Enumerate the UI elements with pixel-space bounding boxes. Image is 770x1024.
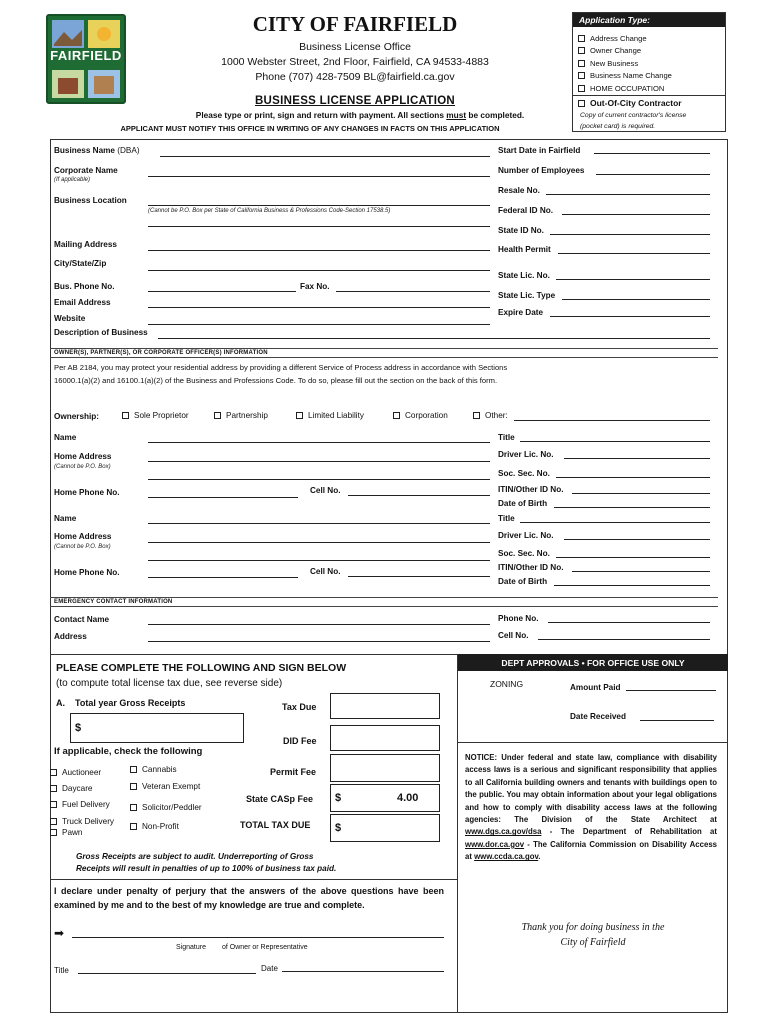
date-label: Date — [261, 964, 278, 973]
application-type-title: Application Type: — [573, 13, 725, 27]
ownership-other-field[interactable] — [514, 420, 710, 421]
app-type-label: Address Change — [590, 34, 647, 43]
app-type-label: New Business — [590, 58, 639, 68]
fee-options-left — [50, 765, 114, 838]
fee-option-label: Auctioneer — [62, 768, 102, 777]
item-a-letter: A. — [56, 698, 65, 708]
title-field[interactable] — [78, 973, 256, 974]
option-fuel-delivery[interactable] — [50, 797, 114, 813]
owner2-ssn-label: Soc. Sec. No. — [498, 549, 550, 558]
owner1-ssn-field[interactable] — [556, 477, 710, 478]
email-field[interactable] — [148, 307, 490, 308]
federal-id-label: Federal ID No. — [498, 206, 554, 215]
owner1-home-address-field[interactable] — [148, 461, 490, 462]
emergency-address-field[interactable] — [148, 641, 490, 642]
emergency-section-header: EMERGENCY CONTACT INFORMATION — [50, 597, 718, 607]
owner1-dob-field[interactable] — [554, 507, 710, 508]
owner1-name-label: Name — [54, 433, 77, 442]
title-label: Title — [54, 966, 69, 975]
app-type-home-occupation[interactable] — [578, 83, 724, 95]
state-lic-label: State Lic. No. — [498, 271, 550, 280]
ownership-sole-proprietor[interactable] — [122, 411, 189, 420]
owner2-cell-label: Cell No. — [310, 567, 341, 576]
emergency-cell-field[interactable] — [538, 639, 710, 640]
owner1-dob-label: Date of Birth — [498, 499, 548, 508]
start-date-label: Start Date in Fairfield — [498, 146, 581, 155]
fee-option-label: Veteran Exempt — [142, 782, 201, 791]
instructions-must: must — [446, 110, 467, 120]
emergency-cell-label: Cell No. — [498, 631, 529, 640]
emergency-contact-name-field[interactable] — [148, 624, 490, 625]
checkbox-icon[interactable] — [122, 412, 129, 419]
check-heading: If applicable, check the following — [54, 746, 203, 757]
owner1-home-address-label: Home Address — [54, 452, 112, 461]
state-lic-type-label: State Lic. Type — [498, 291, 556, 300]
audit-note-1: Gross Receipts are subject to audit. Underreporting of Gross — [76, 852, 314, 861]
resale-field[interactable] — [546, 194, 710, 195]
owner2-ssn-field[interactable] — [556, 557, 710, 558]
owner2-home-phone-field[interactable] — [148, 577, 298, 578]
business-phone-field[interactable] — [148, 291, 296, 292]
business-name-label-text: Business Name — [54, 146, 115, 155]
owner1-itin-field[interactable] — [572, 493, 710, 494]
owner2-home-address-field-2[interactable] — [148, 560, 490, 561]
fee-option-label: Daycare — [62, 784, 93, 793]
checkbox-icon[interactable] — [50, 801, 57, 808]
app-type-label: Owner Change — [590, 46, 642, 56]
option-cannabis[interactable] — [130, 765, 202, 782]
owner2-name-label: Name — [54, 514, 77, 523]
option-non-profit[interactable] — [130, 822, 202, 831]
fee-option-label: Solicitor/Peddler — [142, 803, 202, 812]
description-label: Description of Business — [54, 328, 148, 337]
tax-subheading: (to compute total license tax due, see reverse side) — [56, 678, 283, 689]
emergency-phone-field[interactable] — [548, 622, 710, 623]
app-type-label: HOME OCCUPATION — [590, 83, 665, 93]
business-name-dba: (DBA) — [114, 146, 140, 155]
owner1-home-phone-field[interactable] — [148, 497, 298, 498]
owner1-home-phone-label: Home Phone No. — [54, 488, 120, 497]
signature-field[interactable] — [72, 937, 444, 938]
website-field[interactable] — [148, 324, 490, 325]
app-type-label: Out-Of-City Contractor — [590, 98, 682, 108]
date-received-label: Date Received — [570, 712, 626, 721]
corporate-if-applicable: (If applicable) — [54, 177, 91, 183]
owner2-itin-label: ITIN/Other ID No. — [498, 563, 564, 572]
contractor-divider — [573, 95, 725, 96]
business-location-field[interactable] — [148, 205, 490, 206]
city-logo-text: FAIRFIELD — [50, 48, 122, 63]
checkbox-icon[interactable] — [50, 769, 57, 776]
employees-label: Number of Employees — [498, 166, 585, 175]
ownership-option-label: Sole Proprietor — [134, 411, 189, 420]
expire-date-label: Expire Date — [498, 308, 544, 317]
owner1-driver-label: Driver Lic. No. — [498, 450, 554, 459]
app-type-new-business[interactable] — [578, 58, 724, 70]
business-location-field-2[interactable] — [148, 226, 490, 227]
gross-receipts-dollar: $ — [75, 722, 82, 734]
fee-option-label: Cannabis — [142, 765, 177, 774]
ab2184-notice-line2: 16000.1(a)(2) and 16100.1(a)(2) of the Business and Professions Code. To do so, please fill out the section on the back of this form. — [54, 376, 498, 385]
app-type-label: Business Name Change — [590, 71, 672, 81]
checkbox-icon[interactable] — [130, 804, 137, 811]
health-permit-label: Health Permit — [498, 245, 551, 254]
tax-due-input[interactable] — [330, 693, 440, 719]
ownership-limited-liability[interactable] — [296, 411, 364, 420]
owner2-home-address-label: Home Address — [54, 532, 112, 541]
owner2-dob-field[interactable] — [554, 585, 710, 586]
notice-body: Under federal and state law, compliance with disability access laws is a serious and significant responsibility that applies to all California building owners and tenants with buildings open to the public. You may obtain information about your legal obligations and how to comply with disability access laws at the following agencies: The Division of the State Architect at — [465, 753, 717, 825]
amount-paid-label: Amount Paid — [570, 683, 621, 692]
office-use-header: DEPT APPROVALS • FOR OFFICE USE ONLY — [458, 654, 728, 671]
business-location-label: Business Location — [54, 196, 127, 205]
business-name-field[interactable] — [160, 156, 490, 157]
office-use-divider — [458, 742, 728, 743]
owner1-title-field[interactable] — [520, 441, 710, 442]
ownership-other[interactable] — [473, 411, 508, 420]
amount-paid-field[interactable] — [626, 690, 716, 691]
checkbox-icon[interactable] — [214, 412, 221, 419]
state-lic-field[interactable] — [556, 279, 710, 280]
declaration-text: I declare under penalty of perjury that the answers of the above questions have been examined by me and to the best of my knowledge are true and complete. — [54, 886, 444, 910]
state-id-field[interactable] — [550, 234, 710, 235]
corporate-name-field[interactable] — [148, 176, 490, 177]
option-veteran-exempt[interactable] — [130, 782, 202, 801]
checkbox-icon[interactable] — [578, 85, 585, 92]
owner2-cell-field[interactable] — [348, 576, 490, 577]
instructions-text: Please type or print, sign and return with payment. All sections — [195, 110, 447, 120]
contractor-note-1: Copy of current contractor's license — [580, 112, 687, 119]
owner2-driver-label: Driver Lic. No. — [498, 531, 554, 540]
permit-fee-input[interactable] — [330, 754, 440, 782]
owner2-title-label: Title — [498, 514, 515, 523]
checkbox-icon[interactable] — [296, 412, 303, 419]
owner1-no-po-box: (Cannot be P.O. Box) — [54, 464, 111, 470]
ownership-option-label: Limited Liability — [308, 411, 364, 420]
checkbox-icon[interactable] — [130, 783, 137, 790]
business-phone-label: Bus. Phone No. — [54, 282, 115, 291]
ownership-corporation[interactable] — [393, 411, 448, 420]
total-tax-dollar: $ — [335, 822, 342, 834]
app-type-owner-change[interactable] — [578, 45, 724, 57]
notice-period: . — [538, 852, 541, 862]
form-title: BUSINESS LICENSE APPLICATION — [254, 95, 456, 107]
page-title: CITY OF FAIRFIELD — [252, 12, 458, 36]
casp-fee-label: State CASp Fee — [246, 794, 314, 804]
state-lic-type-field[interactable] — [562, 299, 710, 300]
did-fee-label: DID Fee — [283, 736, 317, 746]
date-received-field[interactable] — [640, 720, 714, 721]
owner2-no-po-box: (Cannot be P.O. Box) — [54, 544, 111, 550]
app-type-address-change[interactable] — [578, 33, 724, 45]
owner2-dob-label: Date of Birth — [498, 577, 548, 586]
resale-label: Resale No. — [498, 186, 540, 195]
checkbox-icon[interactable] — [130, 823, 137, 830]
signature-of-label: of Owner or Representative — [222, 944, 308, 951]
dsa-link[interactable]: www.dgs.ca.gov/dsa — [465, 827, 542, 837]
start-date-field[interactable] — [594, 153, 710, 154]
description-field[interactable] — [158, 338, 710, 339]
option-auctioneer[interactable] — [50, 765, 114, 781]
app-type-business-name-change[interactable] — [578, 70, 724, 82]
fee-option-label: Non-Profit — [142, 822, 179, 831]
option-truck-delivery[interactable] — [50, 813, 114, 827]
thanks-line-2: City of Fairfield — [560, 937, 626, 948]
casp-fee-dollar: $ — [335, 792, 342, 804]
owner2-home-address-field[interactable] — [148, 542, 490, 543]
zoning-label: ZONING — [490, 679, 524, 689]
permit-fee-label: Permit Fee — [270, 767, 317, 777]
mailing-address-field[interactable] — [148, 250, 490, 251]
business-location-note: (Cannot be P.O. Box per State of California Business & Professions Code-Section 17538.5) — [148, 208, 391, 214]
owner1-cell-label: Cell No. — [310, 486, 341, 495]
owner1-title-label: Title — [498, 433, 515, 442]
owners-section-header: OWNER(S), PARTNER(S), OR CORPORATE OFFICER(S) INFORMATION — [50, 348, 718, 358]
notice-text — [465, 752, 717, 864]
notice-label: NOTICE: — [465, 753, 498, 762]
owner1-cell-field[interactable] — [348, 495, 490, 496]
notice-body-end: - The California Commission on Disability Access at — [465, 839, 717, 862]
option-pawn[interactable] — [50, 827, 114, 838]
instructions-end: be completed. — [466, 110, 525, 120]
thanks-line-1: Thank you for doing business in the — [521, 922, 665, 933]
fee-option-label: Truck Delivery — [62, 817, 115, 826]
tax-due-label: Tax Due — [282, 702, 317, 712]
notice-body-mid: - The Department of Rehabilitation at — [549, 827, 717, 837]
ownership-option-label: Corporation — [405, 411, 448, 420]
checkbox-icon[interactable] — [393, 412, 400, 419]
emergency-phone-label: Phone No. — [498, 614, 539, 623]
owner1-home-address-field-2[interactable] — [148, 479, 490, 480]
expire-date-field[interactable] — [550, 316, 710, 317]
email-label: Email Address — [54, 298, 111, 307]
owner1-itin-label: ITIN/Other ID No. — [498, 485, 564, 494]
fee-options-right — [130, 765, 202, 831]
federal-id-field[interactable] — [562, 214, 710, 215]
business-name-label — [54, 146, 140, 155]
did-fee-input[interactable] — [330, 725, 440, 751]
audit-note-2: Receipts will result in penalties of up to 100% of business tax paid. — [76, 864, 337, 873]
instructions — [150, 110, 570, 120]
checkbox-icon[interactable] — [50, 829, 57, 836]
health-permit-field[interactable] — [558, 253, 710, 254]
checkbox-icon[interactable] — [50, 785, 57, 792]
casp-fee-value: 4.00 — [397, 792, 419, 804]
state-id-label: State ID No. — [498, 226, 544, 235]
checkbox-icon[interactable] — [578, 72, 585, 79]
gross-receipts-input[interactable] — [70, 713, 244, 743]
ccda-link[interactable]: www.ccda.ca.gov — [474, 852, 539, 862]
owner2-title-field[interactable] — [520, 522, 710, 523]
checkbox-icon[interactable] — [578, 35, 585, 42]
employees-field[interactable] — [596, 174, 710, 175]
total-tax-label: TOTAL TAX DUE — [240, 820, 311, 830]
fax-field[interactable] — [336, 291, 490, 292]
website-label: Website — [54, 314, 86, 323]
owner1-ssn-label: Soc. Sec. No. — [498, 469, 550, 478]
checkbox-icon[interactable] — [50, 818, 57, 825]
signature-arrow-icon: ➡ — [54, 926, 65, 940]
city-state-zip-label: City/State/Zip — [54, 259, 107, 268]
city-state-zip-field[interactable] — [148, 270, 490, 271]
owner2-driver-field[interactable] — [564, 539, 710, 540]
checkbox-icon[interactable] — [473, 412, 480, 419]
office-address: 1000 Webster Street, 2nd Floor, Fairfield, CA 94533-4883 — [221, 56, 489, 68]
owner2-itin-field[interactable] — [572, 571, 710, 572]
office-name: Business License Office — [299, 41, 411, 53]
notify-notice: APPLICANT MUST NOTIFY THIS OFFICE IN WRITING OF ANY CHANGES IN FACTS ON THIS APPLICATION — [120, 124, 500, 133]
ownership-option-label: Partnership — [226, 411, 268, 420]
app-type-contractor[interactable] — [578, 98, 682, 108]
fax-label: Fax No. — [300, 282, 330, 291]
emergency-address-label: Address — [54, 632, 87, 641]
fee-option-label: Fuel Delivery — [62, 800, 110, 809]
application-type-options — [578, 33, 724, 95]
option-solicitor-peddler[interactable] — [130, 801, 202, 822]
checkbox-icon[interactable] — [578, 100, 585, 107]
contractor-note-2: (pocket card) is required. — [580, 123, 656, 130]
total-tax-input[interactable] — [330, 814, 440, 842]
dor-link[interactable]: www.dor.ca.gov — [465, 839, 525, 849]
owner1-name-field[interactable] — [148, 442, 490, 443]
corporate-name-label: Corporate Name — [54, 166, 118, 175]
owner2-home-phone-label: Home Phone No. — [54, 568, 120, 577]
checkbox-icon[interactable] — [130, 766, 137, 773]
fee-option-label: Pawn — [62, 828, 83, 837]
ab2184-notice-line1: Per AB 2184, you may protect your residential address by providing a different Service of Process address in accordance with Sections — [54, 363, 508, 372]
mailing-address-label: Mailing Address — [54, 240, 117, 249]
signature-label: Signature — [176, 944, 206, 951]
checkbox-icon[interactable] — [578, 60, 585, 67]
owner2-name-field[interactable] — [148, 523, 490, 524]
emergency-contact-name-label: Contact Name — [54, 615, 110, 624]
item-a-label: Total year Gross Receipts — [75, 698, 186, 708]
option-daycare[interactable] — [50, 781, 114, 797]
owner1-driver-field[interactable] — [564, 458, 710, 459]
checkbox-icon[interactable] — [578, 47, 585, 54]
date-field[interactable] — [282, 971, 444, 972]
ownership-option-label: Other: — [485, 411, 508, 420]
ownership-label: Ownership: — [54, 412, 100, 421]
casp-fee-input[interactable] — [330, 784, 440, 812]
ownership-partnership[interactable] — [214, 411, 268, 420]
office-phone-email: Phone (707) 428-7509 BL@fairfield.ca.gov — [255, 71, 455, 83]
tax-heading: PLEASE COMPLETE THE FOLLOWING AND SIGN BELOW — [56, 662, 347, 674]
